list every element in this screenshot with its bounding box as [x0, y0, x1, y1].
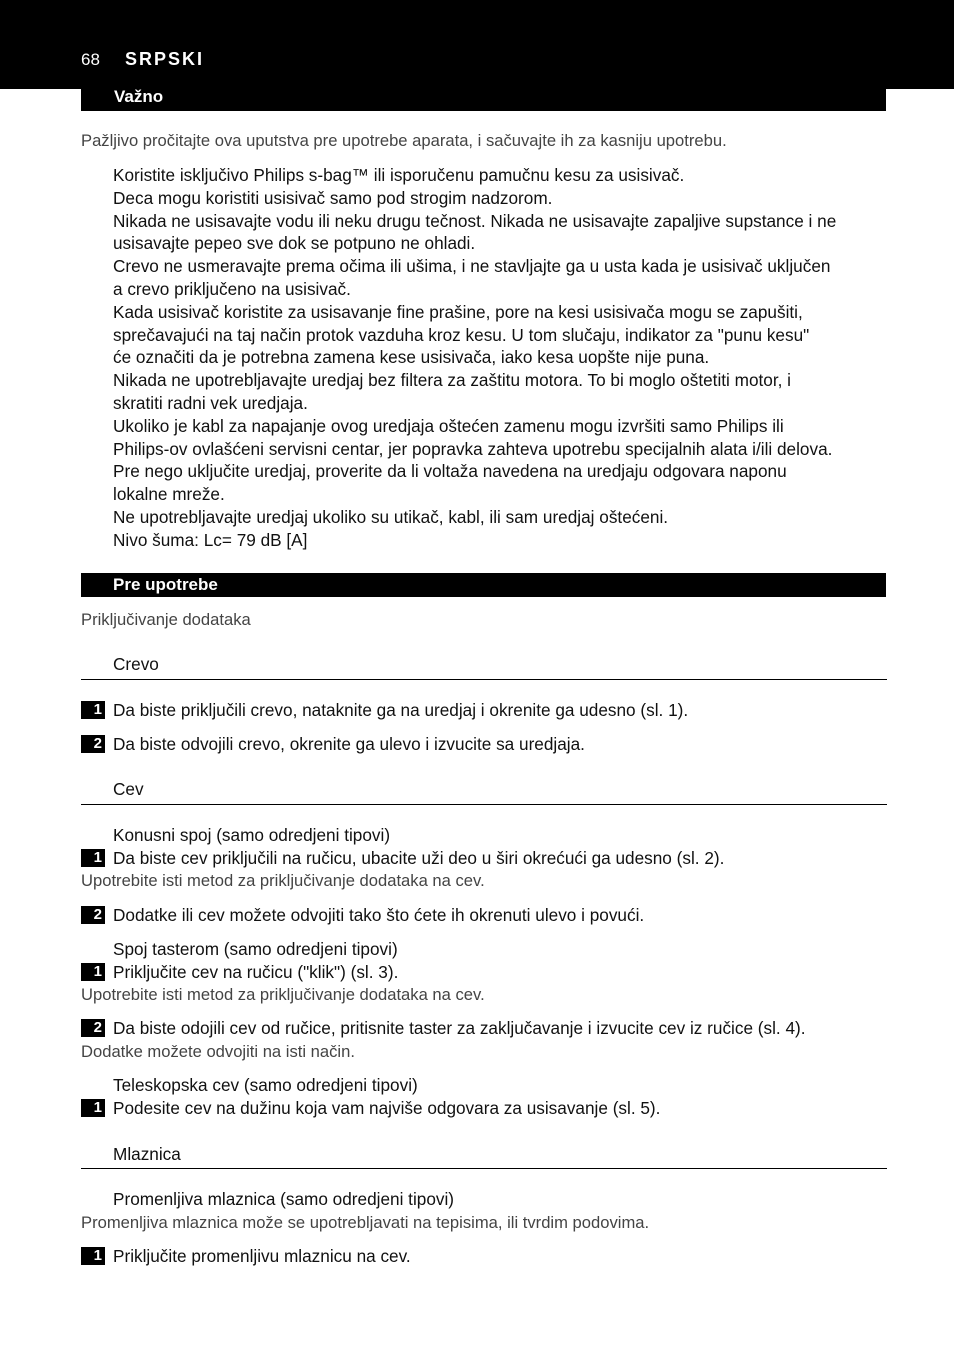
language-title: SRPSKI	[125, 49, 205, 69]
section-heading-important: Važno	[81, 84, 886, 111]
important-line: a crevo priključeno na usisivač.	[113, 278, 351, 299]
important-line: lokalne mreže.	[113, 484, 225, 505]
important-line: Kada usisivač koristite za usisavanje fine prašine, pore na kesi usisivača mogu se zapušiti,	[113, 301, 803, 322]
button-step-2: Da biste odojili cev od ručice, pritisnite taster za zaključavanje i izvucite cev iz ručice (sl. 4).	[113, 1018, 806, 1038]
important-line: usisavajte pepeo sve dok se potpuno ne ohladi.	[113, 233, 476, 254]
important-line: Nikada ne upotrebljavajte uredjaj bez filtera za zaštitu motora. To bi moglo oštetiti motor, i	[113, 370, 791, 391]
nozzle-heading: Mlaznica	[113, 1144, 181, 1164]
hose-step-1: Da biste priključili crevo, nataknite ga na uredjaj i okrenite ga udesno (sl. 1).	[113, 700, 689, 720]
step-number: 2	[81, 1019, 105, 1037]
tube-heading: Cev	[113, 779, 144, 799]
important-line: sprečavajući na taj način protok vazduha kroz kesu. U tom slučaju, indikator za "punu kesu"	[113, 324, 810, 345]
conical-heading: Konusni spoj (samo odredjeni tipovi)	[113, 825, 391, 845]
button-step-1: Priključite cev na ručicu ("klik") (sl. 3).	[113, 962, 399, 982]
hose-heading: Crevo	[113, 654, 159, 674]
hose-step-2: Da biste odvojili crevo, okrenite ga ulevo i izvucite sa uredjaja.	[113, 734, 585, 754]
divider	[81, 679, 887, 680]
conical-note: Upotrebite isti metod za priključivanje dodataka na cev.	[81, 871, 485, 890]
button-note-2: Dodatke možete odvojiti na isti način.	[81, 1042, 355, 1061]
important-line: Nivo šuma: Lc= 79 dB [A]	[113, 529, 308, 550]
important-line: Pre nego uključite uredjaj, proverite da li voltaža navedena na uredjaju odgovara naponu	[113, 461, 787, 482]
page-number: 68	[81, 50, 100, 69]
step-number: 1	[81, 701, 105, 719]
important-intro: Pažljivo pročitajte ova uputstva pre upotrebe aparata, i sačuvajte ih za kasniju upotrebu.	[81, 131, 727, 150]
step-number: 1	[81, 963, 105, 981]
section-heading-before-use: Pre upotrebe	[81, 573, 886, 597]
telescopic-heading: Teleskopska cev (samo odredjeni tipovi)	[113, 1075, 418, 1095]
button-note: Upotrebite isti metod za priključivanje dodataka na cev.	[81, 985, 485, 1004]
important-line: Nikada ne usisavajte vodu ili neku drugu tečnost. Nikada ne usisavajte zapaljive supstance i ne	[113, 210, 837, 231]
before-use-subtitle: Priključivanje dodataka	[81, 610, 251, 629]
important-line: Ukoliko je kabl za napajanje ovog uredjaja oštećen zamenu mogu izvršiti samo Philips ili	[113, 415, 784, 436]
important-line: Philips-ov ovlašćeni servisni centar, jer popravka zahteva upotrebu specijalnih alata i/ili delova.	[113, 438, 833, 459]
step-number: 1	[81, 1247, 105, 1265]
telescopic-step-1: Podesite cev na dužinu koja vam najviše odgovara za usisavanje (sl. 5).	[113, 1098, 661, 1118]
step-number: 1	[81, 1099, 105, 1117]
page-header-bar	[0, 0, 954, 89]
important-line: Crevo ne usmeravajte prema očima ili ušima, i ne stavljajte ga u usta kada je usisivač uključen	[113, 256, 831, 277]
divider	[81, 1168, 887, 1169]
divider	[81, 804, 887, 805]
step-number: 1	[81, 849, 105, 867]
variable-nozzle-heading: Promenljiva mlaznica (samo odredjeni tipovi)	[113, 1189, 455, 1209]
button-heading: Spoj tasterom (samo odredjeni tipovi)	[113, 939, 398, 959]
step-number: 2	[81, 735, 105, 753]
variable-nozzle-note: Promenljiva mlaznica može se upotrebljavati na tepisima, ili tvrdim podovima.	[81, 1213, 650, 1232]
important-list	[113, 164, 836, 552]
important-line: skratiti radni vek uredjaja.	[113, 392, 308, 413]
important-line: Deca mogu koristiti usisivač samo pod strogim nadzorom.	[113, 187, 553, 208]
conical-step-1: Da biste cev priključili na ručicu, ubacite uži deo u širi okrećući ga udesno (sl. 2).	[113, 848, 725, 868]
step-number: 2	[81, 906, 105, 924]
important-line: Koristite isključivo Philips s-bag™ ili isporučenu pamučnu kesu za usisivač.	[113, 165, 685, 185]
variable-nozzle-step-1: Priključite promenljivu mlaznicu na cev.	[113, 1246, 411, 1266]
conical-step-2: Dodatke ili cev možete odvojiti tako što ćete ih okrenuti ulevo i povući.	[113, 905, 645, 925]
important-line: će označiti da je potrebna zamena kese usisivača, iako kesa uopšte nije puna.	[113, 347, 710, 368]
important-line: Ne upotrebljavajte uredjaj ukoliko su utikač, kabl, ili sam uredjaj oštećeni.	[113, 506, 669, 527]
